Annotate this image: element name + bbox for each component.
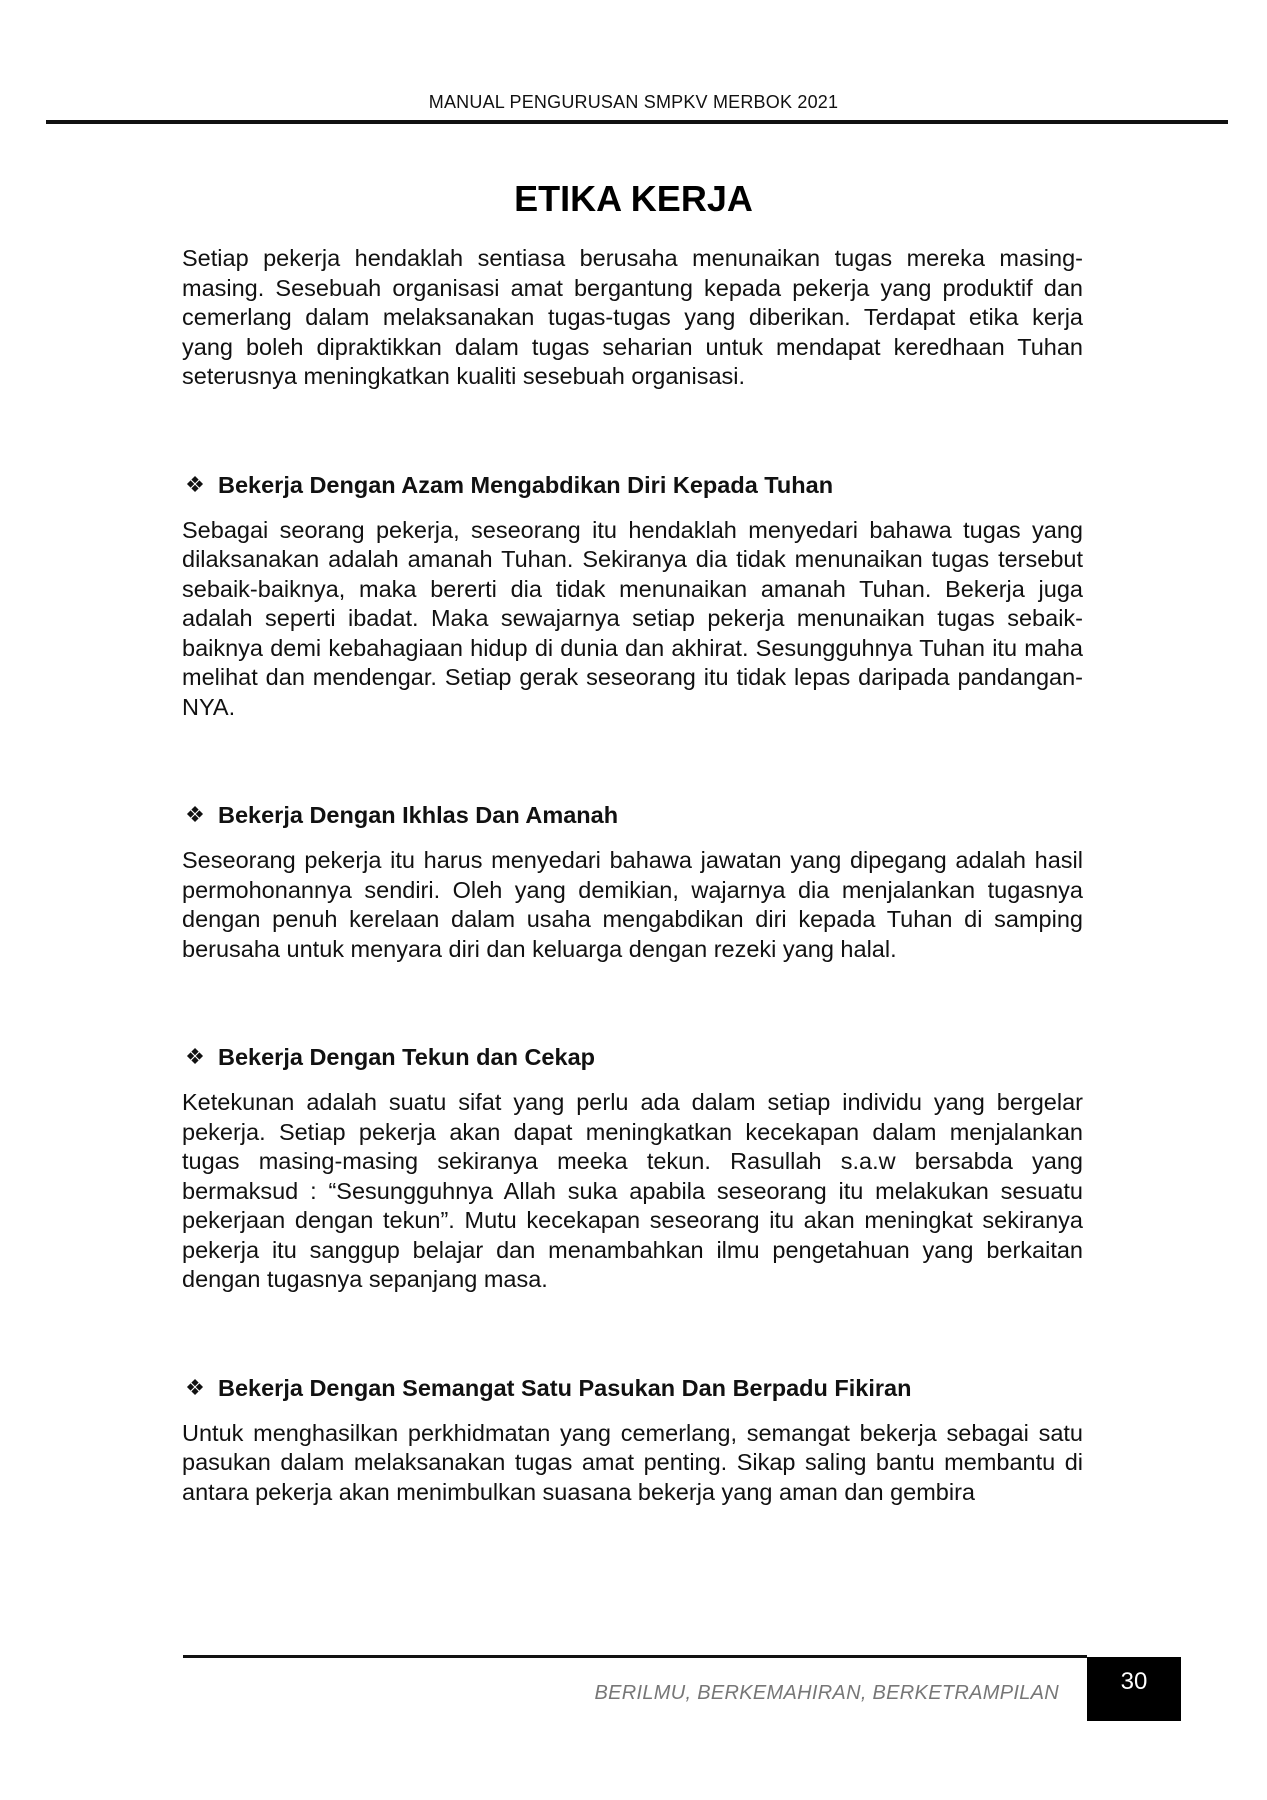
diamond-bullet-icon: ❖	[185, 471, 205, 497]
section-heading	[182, 1373, 1083, 1403]
section-body: Ketekunan adalah suatu sifat yang perlu ada dalam setiap individu yang bergelar pekerja. Setiap pekerja akan dapat meningkatkan kecekapan dalam menjalankan tugas masing-masing sekiranya meeka tekun. Rasullah s.a.w bersabda yang bermaksud : “Sesungguhnya Allah suka apabila seseorang itu melakukan sesuatu pekerjaan dengan tekun”. Mutu kecekapan seseorang itu akan meningkat sekiranya pekerja itu sanggup belajar dan menambahkan ilmu pengetahuan yang berkaitan dengan tugasnya sepanjang masa.	[182, 1089, 1083, 1292]
section-heading	[182, 1042, 1083, 1072]
section-heading-text: Bekerja Dengan Tekun dan Cekap	[218, 1044, 595, 1070]
footer-motto: BERILMU, BERKEMAHIRAN, BERKETRAMPILAN	[594, 1682, 1059, 1704]
section-heading-text: Bekerja Dengan Azam Mengabdikan Diri Kepada Tuhan	[218, 471, 834, 498]
section-azam	[182, 470, 1083, 723]
section-heading-text: Bekerja Dengan Ikhlas Dan Amanah	[218, 802, 619, 828]
document-body	[182, 244, 1083, 1507]
intro-paragraph: Setiap pekerja hendaklah sentiasa berusaha menunaikan tugas mereka masing-masing. Sesebuah organisasi amat bergantung kepada pekerja yang produktif dan cemerlang dalam melaksanakan tugas-tugas yang diberikan. Terdapat etika kerja yang boleh dipraktikkan dalam tugas seharian untuk mendapat keredhaan Tuhan seterusnya meningkatkan kualiti sesebuah organisasi.	[182, 245, 1083, 389]
section-pasukan	[182, 1373, 1083, 1508]
section-body: Seseorang pekerja itu harus menyedari bahawa jawatan yang dipegang adalah hasil permohonannya sendiri. Oleh yang demikian, wajarnya dia menjalankan tugasnya dengan penuh kerelaan dalam usaha mengabdikan diri kepada Tuhan di samping berusaha untuk menyara diri dan keluarga dengan rezeki yang halal.	[182, 847, 1083, 962]
section-heading	[182, 470, 1083, 500]
diamond-bullet-icon: ❖	[185, 1044, 205, 1069]
diamond-bullet-icon: ❖	[185, 1374, 205, 1400]
page-number: 30	[1120, 1668, 1148, 1695]
running-header: MANUAL PENGURUSAN SMPKV MERBOK 2021	[428, 92, 839, 112]
section-tekun	[182, 1042, 1083, 1295]
section-heading	[182, 800, 1083, 830]
section-ikhlas	[182, 800, 1083, 964]
footer-divider	[183, 1655, 1087, 1658]
page-title: ETIKA KERJA	[514, 178, 753, 219]
section-heading-text: Bekerja Dengan Semangat Satu Pasukan Dan Berpadu Fikiran	[218, 1374, 912, 1401]
section-body: Sebagai seorang pekerja, seseorang itu hendaklah menyedari bahawa tugas yang dilaksanakan adalah amanah Tuhan. Sekiranya dia tidak menunaikan tugas tersebut sebaik-baiknya, maka bererti dia tidak menunaikan amanah Tuhan. Bekerja juga adalah seperti ibadat. Maka sewajarnya setiap pekerja menunaikan tugas sebaik-baiknya demi kebahagiaan hidup di dunia dan akhirat. Sesungguhnya Tuhan itu maha melihat dan mendengar. Setiap gerak seseorang itu tidak lepas daripada pandangan-NYA.	[182, 516, 1083, 720]
header-divider	[46, 120, 1228, 124]
diamond-bullet-icon: ❖	[185, 802, 205, 827]
section-body: Untuk menghasilkan perkhidmatan yang cemerlang, semangat bekerja sebagai satu pasukan dalam melaksanakan tugas amat penting. Sikap saling bantu membantu di antara pekerja akan menimbulkan suasana bekerja yang aman dan gembira	[182, 1419, 1083, 1505]
